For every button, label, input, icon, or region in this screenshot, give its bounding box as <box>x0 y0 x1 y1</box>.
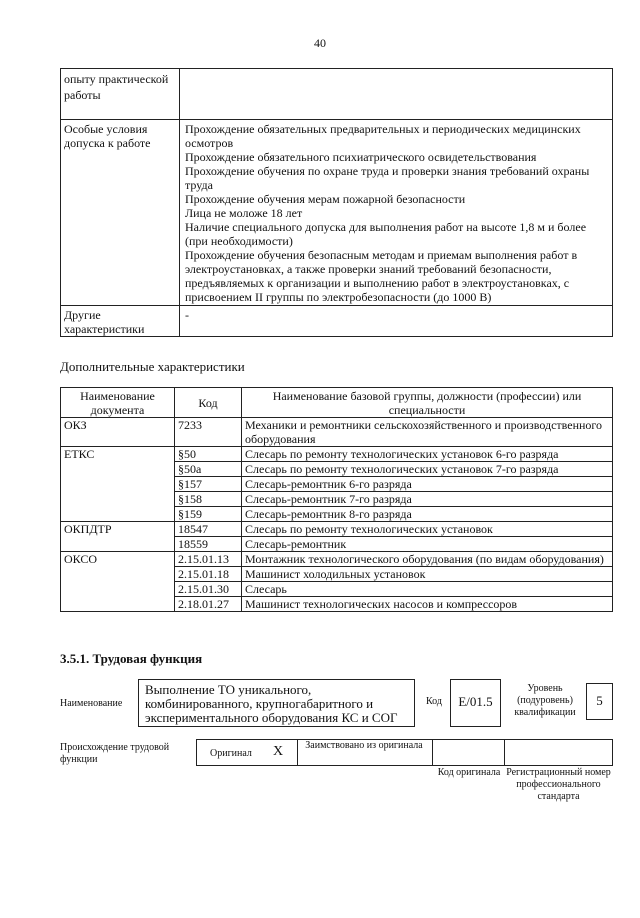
divider <box>432 739 433 766</box>
level-label: Уровень (подуровень) квалификации <box>514 683 576 718</box>
row-value <box>180 120 613 306</box>
code-cell: 2.15.01.13 <box>175 552 242 567</box>
condition-line: Наличие специального допуска для выполнения работ на высоте 1,8 м и более (при необходимости) <box>185 220 587 248</box>
name-cell: Слесарь-ремонтник 6-го разряда <box>242 477 613 492</box>
code-cell: 2.18.01.27 <box>175 597 242 612</box>
name-cell: Слесарь по ремонту технологических установок 7-го разряда <box>242 462 613 477</box>
name-cell: Слесарь-ремонтник 7-го разряда <box>242 492 613 507</box>
row-label: Особые условия допуска к работе <box>61 120 180 306</box>
origin-label: Происхождение трудовой функции <box>60 742 170 765</box>
name-label: Наименование <box>60 698 123 709</box>
code-cell: 2.15.01.30 <box>175 582 242 597</box>
code-cell: 18559 <box>175 537 242 552</box>
original-label: Оригинал <box>210 748 252 759</box>
code-cell: §50 <box>175 447 242 462</box>
condition-line: Прохождение обучения безопасным методам и приемам выполнения работ в электроустановках, а также проверки знаний требований безопасности, предъявляемых к организации и выполнению работ в электроустановках, с присвоением II группы по электробезопасности (до 1000 В) <box>185 248 578 304</box>
code-original-label: Код оригинала <box>437 767 501 778</box>
row-value: - <box>180 306 613 337</box>
header-name: Наименование базовой группы, должности (профессии) или специальности <box>242 388 613 418</box>
doc-cell: ОКСО <box>61 552 175 612</box>
table-header-row <box>61 388 613 418</box>
condition-line: Прохождение обязательного психиатрического освидетельствования <box>185 150 537 164</box>
condition-line: Прохождение обучения по охране труда и проверки знания требований охраны труда <box>185 164 590 192</box>
divider <box>297 739 298 766</box>
table-row <box>61 552 613 567</box>
name-cell: Машинист технологических насосов и компрессоров <box>242 597 613 612</box>
name-cell: Слесарь-ремонтник 8-го разряда <box>242 507 613 522</box>
name-cell: Слесарь по ремонту технологических установок 6-го разряда <box>242 447 613 462</box>
row-label: Другие характеристики <box>61 306 180 337</box>
code-cell: §157 <box>175 477 242 492</box>
conditions-table <box>60 68 613 337</box>
condition-line: Лица не моложе 18 лет <box>185 206 303 220</box>
reg-number-label: Регистрационный номер профессионального стандарта <box>506 767 611 802</box>
additional-title: Дополнительные характеристики <box>60 359 245 374</box>
function-name: Выполнение ТО уникального, комбинированного, крупногабаритного и экспериментального оборудования КС и СОГ <box>138 679 415 727</box>
level-value: 5 <box>586 683 613 720</box>
code-cell: §158 <box>175 492 242 507</box>
borrowed-label: Заимствовано из оригинала <box>305 740 423 751</box>
table-row <box>61 120 613 306</box>
code-cell: 7233 <box>175 418 242 447</box>
function-code: E/01.5 <box>450 679 501 727</box>
doc-cell: ОКЗ <box>61 418 175 447</box>
name-cell: Механики и ремонтники сельскохозяйственного и производственного оборудования <box>242 418 613 447</box>
additional-table <box>60 387 613 612</box>
table-row <box>61 418 613 447</box>
doc-cell: ОКПДТР <box>61 522 175 552</box>
table-row <box>61 69 613 120</box>
row-label: опыту практической работы <box>61 69 180 120</box>
name-cell: Машинист холодильных установок <box>242 567 613 582</box>
original-mark: X <box>273 744 284 759</box>
code-cell: §50а <box>175 462 242 477</box>
condition-line: Прохождение обязательных предварительных и периодических медицинских осмотров <box>185 122 581 150</box>
page-number: 40 <box>314 36 326 50</box>
name-cell: Слесарь-ремонтник <box>242 537 613 552</box>
table-row <box>61 522 613 537</box>
row-value <box>180 69 613 120</box>
name-cell: Слесарь по ремонту технологических установок <box>242 522 613 537</box>
code-label: Код <box>426 696 442 707</box>
section-heading: 3.5.1. Трудовая функция <box>60 651 203 666</box>
divider <box>504 739 505 766</box>
table-row <box>61 447 613 462</box>
condition-line: Прохождение обучения мерам пожарной безопасности <box>185 192 466 206</box>
name-cell: Слесарь <box>242 582 613 597</box>
doc-cell: ЕТКС <box>61 447 175 522</box>
header-doc: Наименование документа <box>61 388 175 418</box>
code-cell: 2.15.01.18 <box>175 567 242 582</box>
code-cell: 18547 <box>175 522 242 537</box>
name-cell: Монтажник технологического оборудования (по видам оборудования) <box>242 552 613 567</box>
table-row <box>61 306 613 337</box>
header-code: Код <box>175 388 242 418</box>
code-cell: §159 <box>175 507 242 522</box>
